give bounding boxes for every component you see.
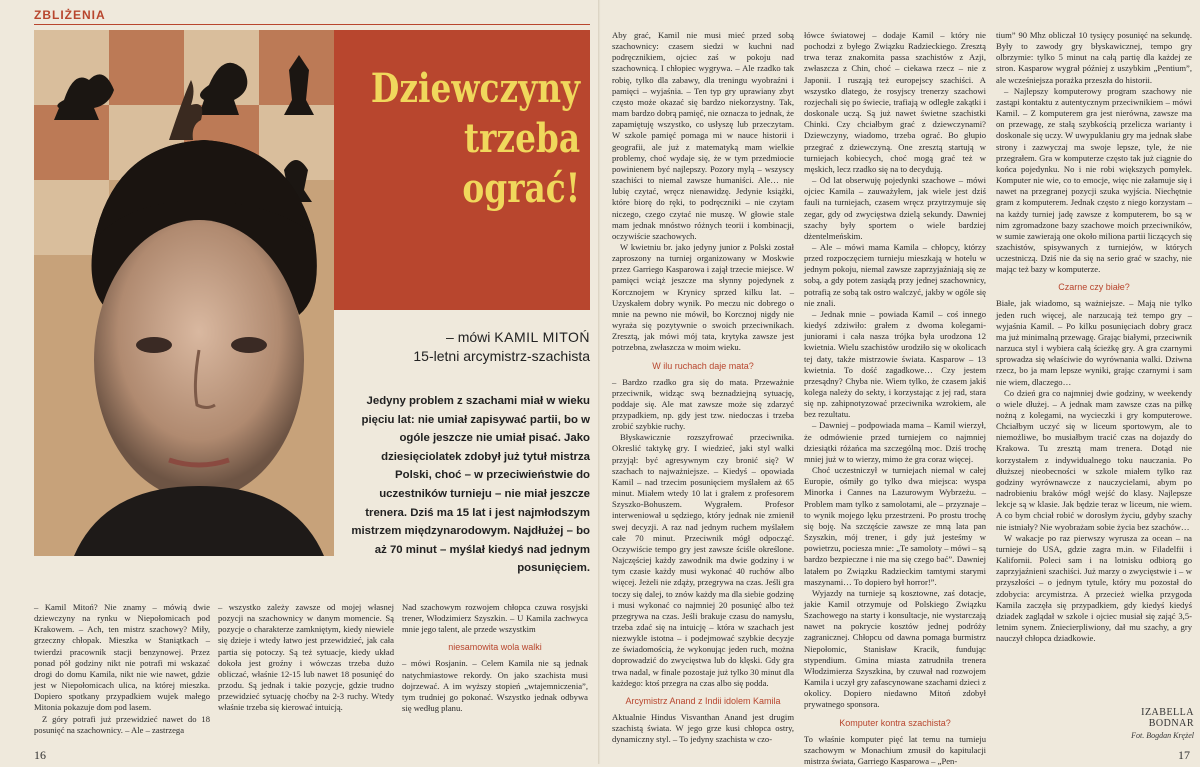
section-rule [34, 24, 590, 25]
subheading: Arcymistrz Anand z Indii idolem Kamila [625, 695, 781, 706]
page-number-left: 16 [34, 748, 46, 762]
paragraph: – Dawniej – podpowiada mama – Kamil wierzył, że odmówienie przed turniejem co najmniej dziesiątki różańca ma szczególną moc. Dziś trochę mniej już w to wierzy, mimo że gra coraz więcej. [804, 420, 986, 464]
subject-name: KAMIL MITOŃ [494, 329, 590, 345]
subject-role: 15-letni arcymistrz-szachista [413, 348, 590, 364]
headline-line-2: trzeba [463, 115, 580, 162]
title-panel [334, 30, 590, 310]
photo-credit: Fot. Bogdan Krężel [1131, 731, 1194, 740]
left-column-1 [34, 602, 210, 742]
page-gutter [598, 0, 602, 764]
paragraph: W kwietniu br. jako jedyny junior z Polski został zaproszony na turniej organizowany w Moskwie przez Garriego Kasparowa i zajął trzecie miejsce. W pamięci wciąż jeszcze ma słynny pojedynek z Korcznojem w Krynicy sprzed kilku lat. – Uzyskałem dobry wynik. Po meczu nic dobrego o mnie na pewno nie mówił, bo Korcznoj nigdy nie wyraża się pozytywnie o swoich przeciwnikach. Zresztą, jak mówi mój tata, krytyka zawsze jest potrzebna, zwłaszcza w moim wieku. [612, 241, 794, 353]
headline [371, 64, 580, 214]
headline-line-3: ograć! [462, 165, 580, 212]
paragraph: Co dzień gra co najmniej dwie godziny, w weekendy o wiele dłużej. – A jednak mam zawsze czas na piłkę nożną z kolegami, na wycieczki i gry komputerowe. Chciałbym uczyć się w liceum sportowym, ale to niemożliwe, bo musiałbym tracić czas na dojazdy do Krakowa. Tu zresztą mam trenera. Dotąd nie korzystałem z indywidualnego toku nauczania. Po dłuższej nieobecności w szkole miałem tylko raz godziny wyrównawcze z nauczycielami, abym po nadrobieniu braków mógł wejść do klasy. Najlepsze lekcje są w klasie. Jak będzie teraz w liceum, nie wiem. A co bym chciał robić w dorosłym życiu, gdyby szachy nie istniały? Nie wyobrażam sobie życia bez szachów… [996, 387, 1192, 532]
author-name: IZABELLA BODNAR [1141, 707, 1194, 729]
paragraph: Wyjazdy na turnieje są kosztowne, zaś dotacje, jakie Kamil otrzymuje od Polskiego Związku Szachowego na starty i konsultacje, nie wystarczają nawet na pokrycie kosztów jednej podróży zagranicznej. Chłopcu od dawna pomaga burmistrz Niepołomic, Stanisław Kracik, fundując stypendium. Gmina miasta zatrudniła trenera Włodzimierza Szyszkina, by czuwał nad rozwojem Kamila i uczył gry zafascynowane szachami dzieci z okolicy. Dopiero niedawno Mitoń zdobył prywatnego sponsora. [804, 587, 986, 710]
paragraph: Aktualnie Hindus Visvanthan Anand jest drugim szachistą świata. W jego grze kusi chłopca ostry, dynamiczny styl. – To jedyny szachista w czo- [612, 711, 794, 745]
subheading: W ilu ruchach daje mata? [652, 360, 754, 371]
paragraph: łówce światowej – dodaje Kamil – który nie pochodzi z byłego Związku Radzieckiego. Zresztą trwa teraz znakomita passa szachistów z Azji, zwłaszcza z Chin, choć – ciekawa rzecz – nie z Japonii. I rusząją też europejscy szachiści. A wszystko dlatego, że rosyjscy trenerzy szachowi rozjechali się po świecie, trafiają w odległe zakątki i doskonale uczą. Są już nawet świetne szachistki Chinki. Czy chciałbym grać z dziewczynami? Dziewczyny, wiadomo, trzeba ograć. Bo głupio przegrać z dziewczyną. One zresztą startują w turniejach kobiecych, choć mogą grać też w męskich, lecz rzadko się na to decydują. [804, 30, 986, 174]
paragraph: – Od lat obserwuję pojedynki szachowe – mówi ojciec Kamila – zauważyłem, jak wiele jest dziś fauli na turniejach, czasem wręcz przytrzymuje się zegar, gdy od zwycięstwa dzielą sekundy. Dawniej szachy były sportem o wiele bardziej dżentelmeńskim. [804, 175, 986, 241]
subheading: Czarne czy białe? [1058, 282, 1130, 293]
right-column-1 [612, 30, 794, 744]
paragraph: – Jednak mnie – powiada Kamil – coś innego kiedyś zdziwiło: grałem z dwoma kolegami-juniorami i cała nasza trójka była urodzona 12 kwietnia. Wielu szachistów urodziło się w okolicach tej daty, także mistrzowie świata. Kasparow – 13 kwietnia. To dość zagadkowe… Czy jestem przesądny? Chyba nie. Wiem tylko, że czasem jakiś kolega należy do sekty, i korzystając z jej rad, stara się np. zahipnotyzować przeciwnika wzrokiem, ale bez rezultatu. [804, 308, 986, 420]
paragraph: tium” 90 Mhz obliczał 10 tysięcy posunięć na sekundę. Były to zawody gry błyskawicznej, tempo gry olbrzymie: tylko 5 minut na całą partię dla każdej ze stron. Kasparow wygrał później z uszybkim „Pentium”, ale wcześniejsza porażka przeszła do historii. [996, 30, 1192, 85]
paragraph: To właśnie komputer pięć lat temu na turnieju szachowym w Monachium zmusił do kapitulacji mistrza świata, Garriego Kasparowa – „Pen- [804, 733, 986, 766]
paragraph: – Bardzo rzadko gra się do mata. Przeważnie przeciwnik, widząc swą beznadziejną sytuację, poddaje się. Ale mat zawsze może się zdarzyć przypadkiem, np. gdy jest tzw. niedoczas i trzeba zrobić szybkie ruchy. [612, 376, 794, 432]
subheading: Komputer kontra szachista? [839, 717, 951, 728]
paragraph: Aby grać, Kamil nie musi mieć przed sobą szachownicy: czasem siedzi w kuchni nad podręcznikiem, ojciec zaś w pokoju nad szachownicą. I chłopiec wygrywa. – Ale rzadko tak robię, tylko dla zabawy, dla treningu wyobraźni i pamięci – wyjaśnia. – Ten typ gry uprawiany zbyt często może okazać się bardzo niekorzystny. Tak, mam bardzo dobrą pamięć, nie oznacza to jednak, że zapamiętuję wszystko, co usłyszę lub przeczytam. W szkole pamięć pomaga mi w nauce historii i geografii, ale już z matematyką mam wielkie problemy, choć wydaje się, że w tym przedmiocie powinienem być najlepszy. Pozory mylą – wszyscy szachiści to niemal zawsze humaniści. Ale… nie lubię czytać, wręcz nienawidzę. Jedynie książki, które biorę do ręki, to podręczniki – nie czytam niczego, czego czytać nie muszę. W głowie stale mam jednak mnóstwo różnych teorii i kombinacji, oczywiście szachowych. [612, 30, 794, 241]
page-number-right: 17 [1178, 748, 1190, 762]
left-column-2 [218, 602, 394, 742]
paragraph: Białe, jak wiadomo, są ważniejsze. – Mają nie tylko jeden ruch więcej, ale narzucają też tempo gry – wyjaśnia Kamil. – Po kilku posunięciach dobry gracz ma już minimalną przewagę. Grając białymi, przeciwnik narzuca styl i wybiera całą ścieżkę gry. A gra czarnymi sprowadza się właściwie do wyrównania walki. Dziwna rzecz, bo ja mam lepsze wyniki, grając czarnymi i sam nie wiem, dlaczego… [996, 298, 1192, 387]
section-tag: ZBLIŻENIA [34, 8, 106, 22]
paragraph: – wszystko zależy zawsze od mojej własnej pozycji na szachownicy w danym momencie. Są pozycje o charakterze zamkniętym, kiedy niewiele się dzieje i wtedy łatwo jest przewidzieć, jak cała partia się potoczy. Są też sytuacje, kiedy układ dokoła jest groźny i wówczas trzeba dużo obliczać, właśnie 12-15 lub nawet 18 posunięć do przodu. Są jednak i takie pozycje, gdzie trudno przewidzieć sytuację choćby na 2-3 ruchy. Wtedy właśnie trzeba się kierować intuicją. [218, 602, 394, 713]
paragraph: – Ale – mówi mama Kamila – chłopcy, którzy przed rozpoczęciem turnieju mieszkają w hotelu w jednym pokoju, niemal zawsze zaprzyjaźniają się ze sobą, a gdy potem zasiądą przy jednej szachownicy, potrafią ze sobą tak ostro walczyć, jakby w ogóle się nie znali. [804, 241, 986, 308]
paragraph: Z góry potrafi już przewidzieć nawet do 18 posunięć na szachownicy. – Ale – zastrzega [34, 713, 210, 735]
subtitle-prefix: – mówi [446, 329, 491, 345]
portrait-photo [34, 30, 334, 556]
subtitle [350, 328, 590, 366]
paragraph: – Kamil Mitoń? Nie znamy – mówią dwie dziewczyny na rynku w Niepołomicach pod Krakowem. – Ach, ten mistrz szachowy? Miły, grzeczny chłopak. Mieszka w Staniątkach – twierdzi pracownik stacji benzynowej. Przez ponad pół godziny nikt nie potrafi mi wskazać drogi do domu Kamila, nikt nie wie nawet, gdzie jest w Niepołomicach ulica, na której mieszka. Dopiero spotkany przypadkiem wujek małego Mitonia pokazuje dom pod lasem. [34, 602, 210, 713]
paragraph: W wakacje po raz pierwszy wyrusza za ocean – na turnieje do USA, gdzie zagra m.in. w Filadelfii i Kalifornii. Poleci sam i na lotnisku odbiorą go zaprzyjaźnieni szachiści. Już marzy o zwycięstwie i – w przyszłości – o jednym tytule, który mu pozostał do zdobycia: arcymistrza. A przecież wielka przygoda Kamila zaczęła się przypadkiem, gdy kiedyś kiedyś dziadek zaglądał w szkole i ojciec musiał się zająć 3,5-letnim synem. Zniecierpliwiony, dał mu szachy, a gry nauczył chłopca dziadkowie. [996, 532, 1192, 644]
right-column-3 [996, 30, 1192, 702]
paragraph: – mówi Rosjanin. – Celem Kamila nie są jednak natychmiastowe rekordy. On jako szachista musi dojrzewać. A im wyższy stopień „wtajemniczenia”, tym trudniej go pokonać. Wszystko jednak odbywa się według planu. [402, 658, 588, 714]
lead-paragraph: Jedyny problem z szachami miał w wieku pięciu lat: nie umiał zapisywać partii, bo w ogóle jeszcze nie umiał pisać. Jako dziesięciolatek zdobył już tytuł mistrza Polski, choć – w przeciwieństwie do uczestników turnieju – nie miał jeszcze trenera. Dziś ma 15 lat i jest najmłodszym mistrzem międzynarodowym. Najdłużej – bo aż 70 minut – myślał kiedyś nad jednym posunięciem. [351, 395, 590, 575]
byline [1098, 707, 1194, 740]
headline-line-1: Dziewczyny [370, 65, 580, 112]
paragraph: – Najlepszy komputerowy program szachowy nie zastąpi kontaktu z autentycznym przeciwnikiem – mówi Kamil. – Z komputerem gra jest nierówna, zawsze ma on przewagę, ze stałą szybkością przelicza warianty i doskonale się uczy. W uwypuklaniu gry ma jednak słabe strony i zazwyczaj ma swoje lepsze, tyle, że nie przegrałem. Gra w komputerze często tak już ciągnie do końca pojedynku. No i nie robi większych pomyłek. Komputer nie wie, co to emocje, więc nie załamuje się i nawet na przegranej pozycji szuka wyjścia. Niechętnie gram z komputerem. Jednak często z niego korzystam – na każdy turniej jadę zawsze z komputerem, bo są w nim zgromadzone bazy szachowe moich przeciwników, w sumie zawierają one około miliona partii liczących się szachistów, spisywanych z turniejów, w których uczestniczą. Dziś nie da się na serio grać w szachy, nie mając też bazy w komputerze. [996, 85, 1192, 275]
subheading: niesamowita wola walki [448, 642, 542, 653]
left-column-3 [402, 602, 588, 742]
paragraph: Nad szachowym rozwojem chłopca czuwa rosyjski trener, Włodzimierz Szyszkin. – U Kamila zachwyca mnie jego talent, ale przede wszystkim [402, 602, 588, 635]
paragraph: Choć uczestniczył w turniejach niemal w całej Europie, ośmiły go tylko dwa miejsca: wyspa Minorka i Cannes na Lazurowym Wybrzeżu. – Problem mam tylko z samolotami, ale – przyznaje – to wynik mojego lęku przestrzeni. Po prostu trochę się boję. Na szczęście zawsze ze mną lata pan Szyszkin, mój trener, i gdy już jesteśmy w powietrzu, pociesza mnie: „Te samoloty – mówi – są bardzo bezpieczne i nie ma się czego bać”. Dawniej latałem po Związku Radzieckim tamtymi starymi maszynami… To dopiero był horror!”. [804, 465, 986, 587]
right-column-2 [804, 30, 986, 766]
paragraph: Błyskawicznie rozszyfrować przeciwnika. Okreslić taktykę gry. I wiedzieć, jaki styl walki przyjął: być agresywnym czy bronić się? W szachach to najważniejsze. – Kiedyś – opowiada Kamil – nad trzecim posunięciem myślałem aż 65 minut. Miałem wtedy 10 lat i grałem z profesorem Szyszko-Bohuszem. Wygrałem. Profesor interweniował u sędziego, który jednak nie zmienił swej decyzji. A raz nad jednym ruchem myślałem całe 70 minut. Przeciwnik mógł odpocząć. Oczywiście tempo gry jest zawsze ściśle określone. Najczęściej każdy zawodnik ma dwie godziny i w tym czasie każdy musi wykonać 40 ruchów albo więcej. Jeżeli nie zdąży, przegrywa na czas. Jeśli gra toczy się dalej, to znów każdy ma dla siebie godzinę i musi wykonać co najmniej 20 posunięć albo też przegrywa na czas. Jeśli brakuje czasu do namysłu, trzeba zdać się na intuicję – która w szachach jest niezwykle istotna – i podejmować szybkie decyzje ze świadomością, że wykonując jeden ruch, można doprowadzić do zwycięstwa lub do klęski. Gdy gra trwa nadal, w finale pozostaje już tylko 30 minut dla każdego: ktoś przegra na czas albo się podda. [612, 432, 794, 688]
